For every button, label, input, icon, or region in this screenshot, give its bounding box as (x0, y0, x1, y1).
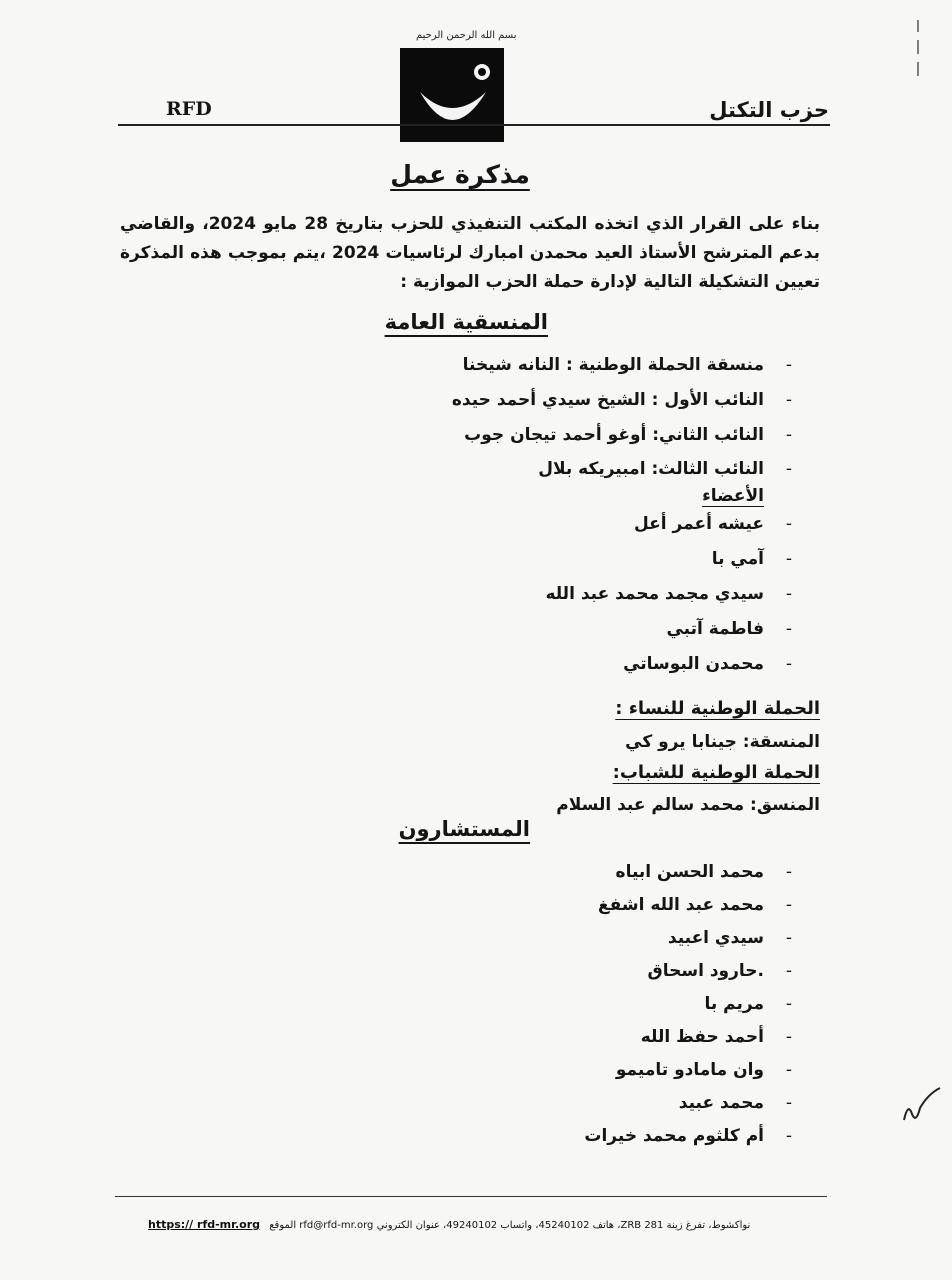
website-link[interactable]: https:// rfd-mr.org (148, 1218, 261, 1231)
basmala-text: بسم الله الرحمن الرحيم (416, 30, 517, 41)
list-item: - وان مامادو تاميمو (615, 1060, 792, 1080)
list-item: - أحمد حفظ الله (640, 1027, 792, 1047)
list-item: - النائب الأول : الشيخ سيدي أحمد حيده (451, 390, 792, 410)
list-item: - فاطمة آتبي (666, 619, 792, 639)
crescent-logo-icon (400, 48, 504, 142)
general-coordination-heading: المنسقية العامة (384, 310, 548, 334)
list-item: - النائب الثاني: أوغو أحمد تيجان جوب (464, 425, 792, 445)
list-item: - سيدي اعبيد (667, 928, 792, 948)
women-campaign-coordinator: المنسقة: جينابا يرو كي (625, 732, 820, 752)
list-item: - .حارود اسحاق (647, 961, 792, 981)
list-item: - عيشه أعمر أعل (633, 514, 792, 534)
list-item: - آمي با (711, 549, 792, 569)
women-campaign-heading: الحملة الوطنية للنساء : (615, 698, 820, 719)
list-item: - محمدن البوساتي (623, 654, 792, 674)
members-heading: الأعضاء (702, 486, 764, 506)
list-item: - محمد الحسن ابياه (615, 862, 792, 882)
members-list (545, 514, 792, 689)
list-item: - مريم با (704, 994, 792, 1014)
intro-paragraph: بناء على القرار الذي اتخذه المكتب التنفيذي للحزب بتاريخ 28 مايو 2024، والقاضي بدعم المترشح الأستاذ العيد محمدن امبارك لرئاسيات 2024 ،يتم بموجب هذه المذكرة تعيين التشكيلة التالية لإدارة حملة الحزب الموازية : (120, 214, 820, 292)
party-abbreviation: RFD (166, 98, 212, 120)
list-item: - محمد عبيد (678, 1093, 792, 1113)
advisors-list (584, 862, 792, 1159)
coordination-list (451, 355, 792, 489)
party-name: حزب التكتل (709, 98, 829, 122)
list-item: - سيدي مجمد محمد عبد الله (545, 584, 792, 604)
margin-marks-icon (914, 18, 922, 78)
advisors-heading: المستشارون (398, 817, 530, 841)
header-divider (118, 124, 830, 126)
footer-divider (115, 1196, 827, 1197)
youth-campaign-coordinator: المنسق: محمد سالم عبد السلام (556, 795, 820, 815)
list-item: - محمد عبد الله اشفغ (598, 895, 792, 915)
youth-campaign-heading: الحملة الوطنية للشباب: (612, 762, 820, 783)
footer (148, 1218, 818, 1231)
list-item: - أم كلثوم محمد خيرات (584, 1126, 792, 1146)
party-logo (400, 48, 504, 142)
list-item: - النائب الثالث: امبيريكه بلال (538, 459, 792, 479)
list-item: - منسقة الحملة الوطنية : النانه شيخنا (462, 355, 792, 375)
signature-mark-icon (898, 1084, 946, 1132)
footer-address: نواكشوط، تفرغ زينة ZRB 281، هاتف 45240102، واتساب 49240102، عنوان الكتروني rfd@rfd-mr.org الموقع (269, 1220, 751, 1231)
document-title: مذكرة عمل (390, 160, 530, 189)
